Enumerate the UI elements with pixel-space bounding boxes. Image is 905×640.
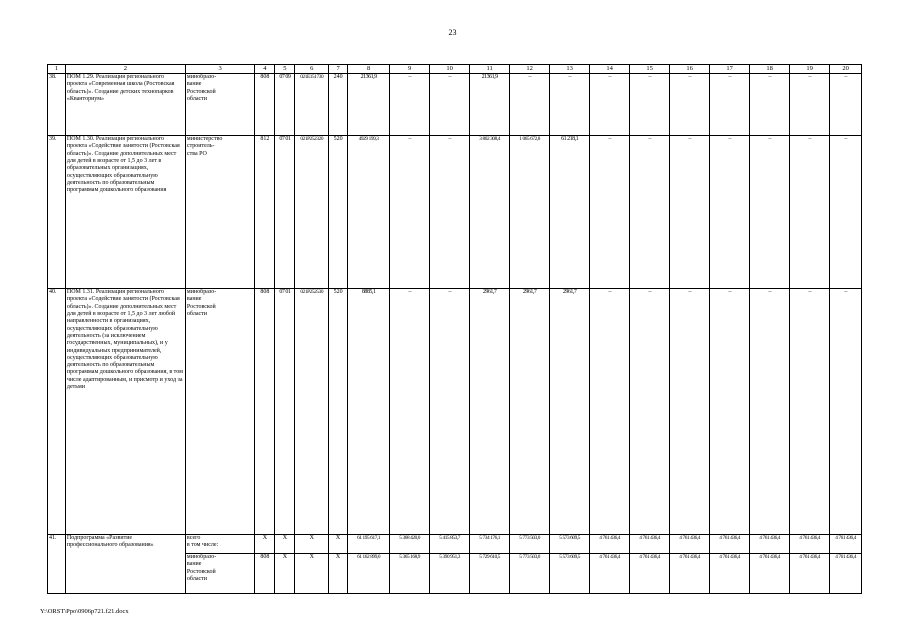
total-value: 21361,9 <box>348 74 390 136</box>
year-value: 61 218,1 <box>550 136 590 289</box>
executor: минобразо- вание Ростовской области <box>185 554 255 594</box>
grbs-code: 808 <box>255 554 275 594</box>
year-value: – <box>590 289 630 535</box>
measure-name: ПОМ 1.30. Реализация регионального проекта «Содействие занятости (Ростовская область)». Создание дополнительных мест для детей в возрасте от 1,5 до 3 лет в образовательных организациях, осуществляющих образовательную деятельность по образовательным программам дошкольного образования <box>65 136 185 289</box>
rzpr-code: X <box>275 535 295 554</box>
csr-code: 021Р252530 <box>295 289 329 535</box>
year-value: – <box>790 289 830 535</box>
executor: министерство строитель- ства РО <box>185 136 255 289</box>
vr-code: 520 <box>329 136 348 289</box>
rzpr-code: 07 01 <box>275 289 295 535</box>
col-header: 12 <box>510 65 550 74</box>
year-value: 4 761 436,4 <box>630 535 670 554</box>
total-value: 4929 199,3 <box>348 136 390 289</box>
year-value: 5 734 176,1 <box>470 535 510 554</box>
table-row <box>48 289 862 535</box>
col-header: 17 <box>710 65 750 74</box>
row-number: 40. <box>48 289 66 535</box>
col-header: 10 <box>430 65 470 74</box>
col-header: 9 <box>390 65 430 74</box>
year-value: 4 761 436,4 <box>830 535 862 554</box>
table-row <box>48 136 862 289</box>
year-value: – <box>750 74 790 136</box>
col-header: 1 <box>48 65 66 74</box>
year-value: 4 761 436,4 <box>790 535 830 554</box>
col-header: 19 <box>790 65 830 74</box>
year-value: – <box>630 136 670 289</box>
col-header: 2 <box>65 65 185 74</box>
vr-code: X <box>329 535 348 554</box>
budget-table <box>47 64 862 594</box>
year-value: – <box>710 289 750 535</box>
year-value: – <box>710 136 750 289</box>
table-row <box>48 74 862 136</box>
year-value: – <box>830 136 862 289</box>
col-header: 8 <box>348 65 390 74</box>
year-value: 4 761 436,4 <box>750 535 790 554</box>
csr-code: 021Е151730 <box>295 74 329 136</box>
year-value: 5 368 420,0 <box>390 535 430 554</box>
rzpr-code: 07 09 <box>275 74 295 136</box>
year-value: 2961,7 <box>470 289 510 535</box>
year-value: 21361,9 <box>470 74 510 136</box>
year-value: – <box>590 136 630 289</box>
year-value: – <box>390 289 430 535</box>
year-value: 4 761 436,4 <box>670 554 710 594</box>
year-value: – <box>390 136 430 289</box>
grbs-code: 812 <box>255 136 275 289</box>
year-value: 4 761 436,4 <box>590 535 630 554</box>
col-header: 5 <box>275 65 295 74</box>
year-value: 5 773 503,0 <box>510 535 550 554</box>
executor: всего в том числе: <box>185 535 255 554</box>
year-value: 5 773 503,0 <box>510 554 550 594</box>
year-value: 5 365 168,9 <box>390 554 430 594</box>
year-value: – <box>830 74 862 136</box>
rzpr-code: X <box>275 554 295 594</box>
col-header: 18 <box>750 65 790 74</box>
rzpr-code: 07 01 <box>275 136 295 289</box>
year-value: – <box>430 74 470 136</box>
year-value: 4 761 436,4 <box>790 554 830 594</box>
row-number: 39. <box>48 136 66 289</box>
vr-code: 520 <box>329 289 348 535</box>
table-row <box>48 535 862 554</box>
year-value: 4 761 436,4 <box>830 554 862 594</box>
year-value: 5 573 609,5 <box>550 554 590 594</box>
year-value: 5 729 610,5 <box>470 554 510 594</box>
executor: минобразо- вание Ростовской области <box>185 289 255 535</box>
year-value: 5 415 853,7 <box>430 535 470 554</box>
year-value: – <box>710 74 750 136</box>
year-value: – <box>390 74 430 136</box>
csr-code: X <box>295 554 329 594</box>
year-value: – <box>670 289 710 535</box>
col-header: 11 <box>470 65 510 74</box>
year-value: – <box>430 289 470 535</box>
grbs-code: 808 <box>255 289 275 535</box>
year-value: 4 761 436,4 <box>630 554 670 594</box>
vr-code: X <box>329 554 348 594</box>
col-header: 13 <box>550 65 590 74</box>
year-value: – <box>430 136 470 289</box>
total-value: 8885,1 <box>348 289 390 535</box>
col-header: 3 <box>185 65 255 74</box>
year-value: 5 573 609,5 <box>550 535 590 554</box>
year-value: 4 761 436,4 <box>590 554 630 594</box>
year-value: – <box>790 74 830 136</box>
year-value: 4 761 436,4 <box>750 554 790 594</box>
footer-file-path: Y:\ORST\Ppo\0906p721.f21.docx <box>40 608 129 615</box>
col-header: 14 <box>590 65 630 74</box>
year-value: – <box>550 74 590 136</box>
year-value: 2961,7 <box>550 289 590 535</box>
vr-code: 240 <box>329 74 348 136</box>
measure-name: ПОМ 1.31. Реализация регионального проекта «Содействие занятости (Ростовская область)». Создание дополнительных мест для детей в возрасте от 1,5 до 3 лет любой направленности в организациях, осуществляющих образовательную деятельность (за исключением государственных, муниципальных), и у индивидуальных предпринимателей, осуществляющих образовательную деятельность по образовательным программам дошкольного образования, в том числе адаптированным, и присмотр и уход за детьми <box>65 289 185 535</box>
total-value: 61 162 899,0 <box>348 554 390 594</box>
year-value: – <box>590 74 630 136</box>
year-value: 4 761 436,4 <box>670 535 710 554</box>
year-value: – <box>790 136 830 289</box>
year-value: – <box>670 74 710 136</box>
page-number: 23 <box>448 28 457 37</box>
col-header: 4 <box>255 65 275 74</box>
col-header: 15 <box>630 65 670 74</box>
executor: минобразо- вание Ростовской области <box>185 74 255 136</box>
row-number: 38. <box>48 74 66 136</box>
csr-code: X <box>295 535 329 554</box>
row-number: 41. <box>48 535 66 594</box>
year-value: 1 065 672,8 <box>510 136 550 289</box>
col-header: 16 <box>670 65 710 74</box>
measure-name: Подпрограмма «Развитие профессионального образования» <box>65 535 185 594</box>
year-value: – <box>750 136 790 289</box>
total-value: 61 195 617,1 <box>348 535 390 554</box>
measure-name: ПОМ 1.29. Реализация регионального проекта «Современная школа (Ростовская область)». Создание детских технопарков «Кванториум» <box>65 74 185 136</box>
year-value: – <box>830 289 862 535</box>
year-value: 4 761 436,4 <box>710 535 750 554</box>
grbs-code: X <box>255 535 275 554</box>
col-header: 20 <box>830 65 862 74</box>
year-value: 5 390 951,3 <box>430 554 470 594</box>
col-header: 7 <box>329 65 348 74</box>
col-header: 6 <box>295 65 329 74</box>
year-value: 2961,7 <box>510 289 550 535</box>
year-value: – <box>630 74 670 136</box>
year-value: – <box>630 289 670 535</box>
year-value: – <box>670 136 710 289</box>
year-value: 3 802 308,4 <box>470 136 510 289</box>
year-value: – <box>510 74 550 136</box>
grbs-code: 808 <box>255 74 275 136</box>
year-value: – <box>750 289 790 535</box>
csr-code: 021Р252320 <box>295 136 329 289</box>
column-number-row <box>48 65 862 74</box>
year-value: 4 761 436,4 <box>710 554 750 594</box>
